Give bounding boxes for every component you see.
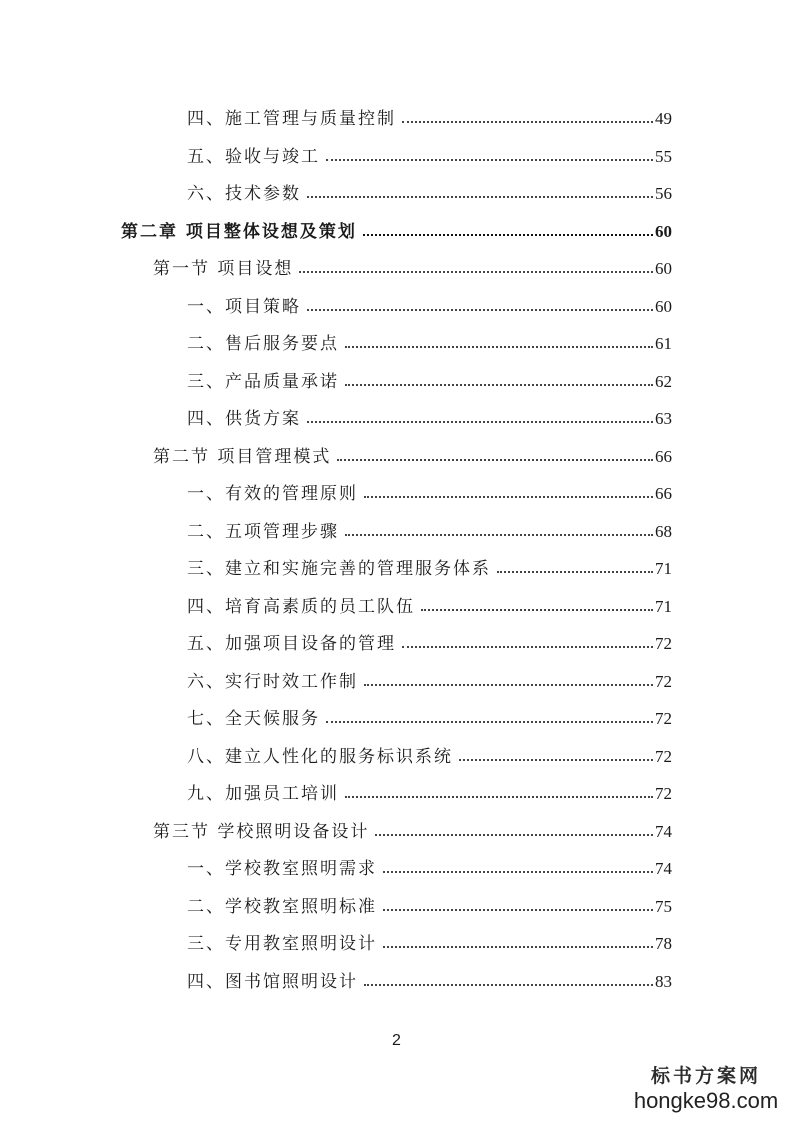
toc-entry-page-number: 72 <box>655 784 672 803</box>
toc-entry-item[interactable] <box>187 288 672 318</box>
toc-entry-title: 四、图书馆照明设计 <box>187 971 358 992</box>
toc-entry-item[interactable] <box>187 400 672 430</box>
toc-entry-title: 九、加强员工培训 <box>187 784 339 804</box>
toc-entry-page-number: 72 <box>655 671 672 691</box>
toc-entry-title: 第二节 项目管理模式 <box>153 446 332 467</box>
toc-entry-title: 二、学校教室照明标准 <box>187 896 377 917</box>
toc-entry-page-number: 60 <box>655 221 672 241</box>
toc-entry-page-number: 66 <box>655 484 672 503</box>
toc-entry-page-number: 71 <box>655 559 672 578</box>
toc-entry-title: 六、技术参数 <box>187 184 301 204</box>
toc-entry-section[interactable] <box>153 250 672 280</box>
toc-entry-page-number: 72 <box>655 634 672 653</box>
dot-leader <box>402 633 653 655</box>
toc-entry-page-number: 63 <box>655 409 672 428</box>
dot-leader <box>363 221 653 243</box>
dot-leader <box>345 333 653 355</box>
toc-entry-page-number: 55 <box>655 146 672 166</box>
dot-leader <box>383 896 653 918</box>
dot-leader <box>307 183 653 205</box>
toc-entry-title: 一、有效的管理原则 <box>187 484 358 504</box>
toc-entry-title: 三、产品质量承诺 <box>187 371 339 392</box>
dot-leader <box>402 108 653 130</box>
dot-leader <box>364 671 653 693</box>
dot-leader <box>307 296 653 318</box>
toc-entry-title: 七、全天候服务 <box>187 709 320 729</box>
toc-entry-item[interactable] <box>187 550 672 580</box>
toc-entry-item[interactable] <box>187 888 672 918</box>
toc-entry-title: 三、建立和实施完善的管理服务体系 <box>187 559 491 579</box>
watermark <box>631 1064 781 1114</box>
toc-entry-page-number: 60 <box>655 259 672 278</box>
dot-leader <box>326 708 653 730</box>
toc-entry-page-number: 62 <box>655 371 672 391</box>
dot-leader <box>497 558 653 580</box>
toc-entry-title: 六、实行时效工作制 <box>187 671 358 692</box>
dot-leader <box>307 408 653 430</box>
toc-entry-title: 八、建立人性化的服务标识系统 <box>187 746 453 767</box>
toc-entry-title: 三、专用教室照明设计 <box>187 934 377 954</box>
toc-entry-page-number: 72 <box>655 746 672 766</box>
toc-entry-title: 四、培育高素质的员工队伍 <box>187 596 415 617</box>
toc-entry-page-number: 72 <box>655 709 672 728</box>
toc-entry-page-number: 56 <box>655 184 672 203</box>
toc-entry-page-number: 71 <box>655 596 672 616</box>
toc-entry-item[interactable] <box>187 925 672 955</box>
toc-entry-item[interactable] <box>187 513 672 543</box>
toc-entry-item[interactable] <box>187 363 672 393</box>
dot-leader <box>364 971 653 993</box>
toc-entry-chapter[interactable] <box>121 213 672 243</box>
toc-entry-item[interactable] <box>187 738 672 768</box>
toc-entry-item[interactable] <box>187 138 672 168</box>
dot-leader <box>337 446 653 468</box>
dot-leader <box>364 483 653 505</box>
toc-entry-item[interactable] <box>187 850 672 880</box>
watermark-url: hongke98.com <box>633 1088 779 1113</box>
toc-entry-item[interactable] <box>187 625 672 655</box>
toc-entry-title: 第一节 项目设想 <box>153 259 294 279</box>
toc-entry-page-number: 61 <box>655 334 672 353</box>
toc-entry-page-number: 68 <box>655 521 672 541</box>
toc-entry-title: 五、验收与竣工 <box>187 146 320 167</box>
toc-entry-section[interactable] <box>153 438 672 468</box>
toc-entry-title: 二、售后服务要点 <box>187 334 339 354</box>
dot-leader <box>383 933 653 955</box>
toc-entry-item[interactable] <box>187 963 672 993</box>
dot-leader <box>459 746 653 768</box>
dot-leader <box>345 783 653 805</box>
toc-entry-item[interactable] <box>187 775 672 805</box>
toc-entry-item[interactable] <box>187 588 672 618</box>
toc-entry-title: 五、加强项目设备的管理 <box>187 634 396 654</box>
toc-entry-item[interactable] <box>187 325 672 355</box>
toc-entry-page-number: 66 <box>655 446 672 466</box>
toc-entry-page-number: 49 <box>655 109 672 128</box>
toc-entry-section[interactable] <box>153 813 672 843</box>
toc-entry-title: 第三节 学校照明设备设计 <box>153 821 370 842</box>
toc-entry-item[interactable] <box>187 175 672 205</box>
dot-leader <box>326 146 653 168</box>
toc-entry-title: 四、供货方案 <box>187 409 301 429</box>
watermark-site-name: 标书方案网 <box>650 1065 761 1087</box>
toc-entry-item[interactable] <box>187 663 672 693</box>
page-number: 2 <box>392 1032 401 1049</box>
dot-leader <box>383 858 653 880</box>
toc-entry-item[interactable] <box>187 700 672 730</box>
toc-entry-item[interactable] <box>187 475 672 505</box>
dot-leader <box>375 821 653 843</box>
toc-entry-page-number: 74 <box>655 821 672 841</box>
toc-entry-page-number: 75 <box>655 896 672 916</box>
toc-entry-title: 二、五项管理步骤 <box>187 521 339 542</box>
dot-leader <box>345 521 653 543</box>
toc-entry-item[interactable] <box>187 100 672 130</box>
dot-leader <box>299 258 653 280</box>
toc-entry-title: 一、项目策略 <box>187 296 301 317</box>
dot-leader <box>421 596 653 618</box>
toc-entry-page-number: 83 <box>655 971 672 991</box>
dot-leader <box>345 371 653 393</box>
toc-entry-title: 四、施工管理与质量控制 <box>187 109 396 129</box>
toc-entry-page-number: 78 <box>655 934 672 953</box>
toc-entry-title: 第二章 项目整体设想及策划 <box>121 221 357 242</box>
toc-entry-title: 一、学校教室照明需求 <box>187 859 377 879</box>
toc-entry-page-number: 74 <box>655 859 672 878</box>
toc-entry-page-number: 60 <box>655 296 672 316</box>
